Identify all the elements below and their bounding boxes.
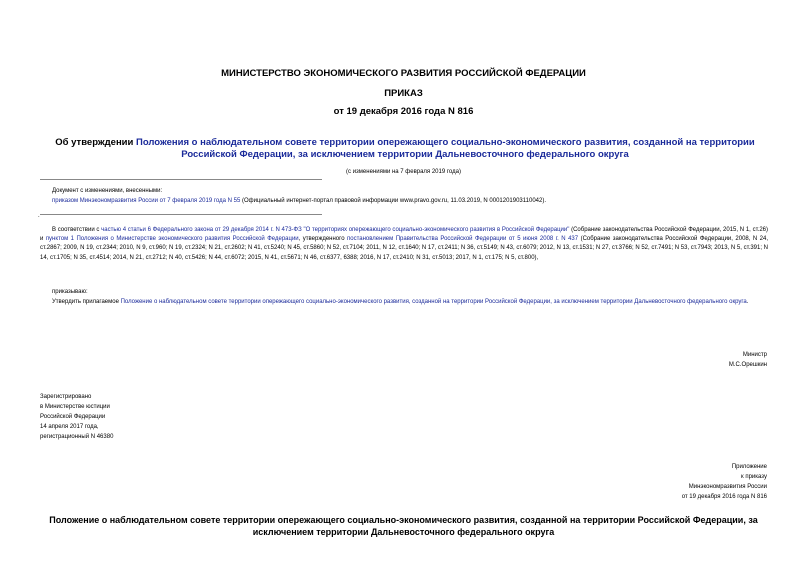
amendments-block [52, 186, 772, 206]
registration-line-2: в Министерстве юстиции [40, 404, 110, 410]
preamble-text-1: В соответствии с [52, 227, 102, 233]
amendment-source: (Официальный интернет-портал правовой информации www.pravo.gov.ru, 11.03.2019, N 0001201903110042). [240, 198, 547, 204]
signature-block [729, 350, 767, 370]
amendments-label: Документ с изменениями, внесенными: [52, 188, 163, 194]
ministry-regulation-link[interactable]: пунктом 1 Положения о Министерстве экономического развития Российской Федерации [45, 236, 299, 243]
registration-line-4: 14 апреля 2017 года, [40, 424, 99, 430]
signer-name: М.С.Орешкин [728, 362, 767, 368]
appendix-block [682, 462, 767, 502]
amendments-line [52, 196, 772, 206]
registration-line-1: Зарегистрировано [40, 394, 92, 400]
government-decree-link[interactable]: постановлением Правительства Российской Федерации от 5 июня 2008 г. N 437 [347, 236, 579, 243]
approve-paragraph [40, 298, 768, 307]
appendix-line-1: Приложение [731, 464, 767, 470]
appendix-line-2: к приказу [741, 474, 767, 480]
registration-block [40, 392, 113, 442]
order-heading: ПРИКАЗ [384, 88, 423, 99]
changes-note: (с изменениями на 7 февраля 2019 года) [346, 169, 461, 175]
separator-dot: . [38, 213, 40, 219]
approve-text-2: . [746, 299, 749, 305]
order-date: от 19 декабря 2016 года N 816 [333, 106, 474, 117]
federal-law-link[interactable]: частью 4 статьи 6 Федерального закона от 29 декабря 2014 г. N 473-ФЗ "О территориях опережающего социально-экономического развития в Российской Федерации" [101, 227, 570, 233]
approve-text-1: Утвердить прилагаемое [52, 299, 121, 305]
appendix-line-4: от 19 декабря 2016 года N 816 [681, 494, 767, 500]
preamble-text-3: , утвержденного [298, 236, 347, 243]
registration-line-5: регистрационный N 46380 [40, 434, 114, 440]
divider-bottom [40, 214, 322, 215]
title-prefix: Об утверждении [55, 137, 136, 148]
preamble-paragraph [40, 226, 768, 263]
divider-top [40, 179, 322, 180]
preamble-text-4: (Собрание законодательства Российской Федерации, 2008, N 24, ст.2867; 2009, N 19, ст.2344; 2010, N 9, ст.960; N 19, ст.2324; N 21, ст.2602; N 41, ст.5240; N 45, ст.5860; N 52, ст.7104; 2011, N 12, ст.1640; N 17, ст.2411; N 36, ст.5149; N 43, ст.6079; 2012, N 13, ст.1531; N 27, ст.3766; N 52, ст.7491; N 53, ст.7943; 2013, N 5, ст.391; N 14, ст.1705; N 35, ст.4514; 2014, N 21, ст.2712; N 40, ст.5426; N 44, ст.6072; 2015, N 41, ст.5671; N 46, ст.6377, 6388; 2016, N 17, ст.2410; N 31, ст.5013; 2017, N 1, ст.175; N 5, ст.800), [40, 236, 769, 261]
preamble-text-2: (Собрание законодательства Российской Федерации, 2015, N 1, ст.26) и [40, 227, 768, 243]
document-title [40, 137, 770, 161]
regulation-title: Положение о наблюдательном совете территории опережающего социально-экономического развития, созданной на территории Российской Федерации, за исключением территории Дальневосточного федерального округа [49, 515, 758, 537]
appendix-line-3: Минэкономразвития России [688, 484, 767, 490]
prikazyvayu-text: приказываю: [52, 289, 88, 295]
registration-line-3: Российской Федерации [40, 414, 106, 420]
title-link[interactable]: Положения о наблюдательном совете территории опережающего социально-экономического развития, созданной на территории Российской Федерации, за исключением территории Дальневосточного федерального округа [136, 137, 755, 160]
ministry-heading: МИНИСТЕРСТВО ЭКОНОМИЧЕСКОГО РАЗВИТИЯ РОССИЙСКОЙ ФЕДЕРАЦИИ [221, 68, 586, 79]
signer-position: Министр [742, 352, 767, 358]
amendment-link[interactable]: приказом Минэкономразвития России от 7 февраля 2019 года N 55 [52, 198, 241, 204]
regulation-link[interactable]: Положение о наблюдательном совете территории опережающего социально-экономического развития, созданной на территории Российской Федерации, за исключением территории Дальневосточного федерального округа [120, 299, 747, 305]
